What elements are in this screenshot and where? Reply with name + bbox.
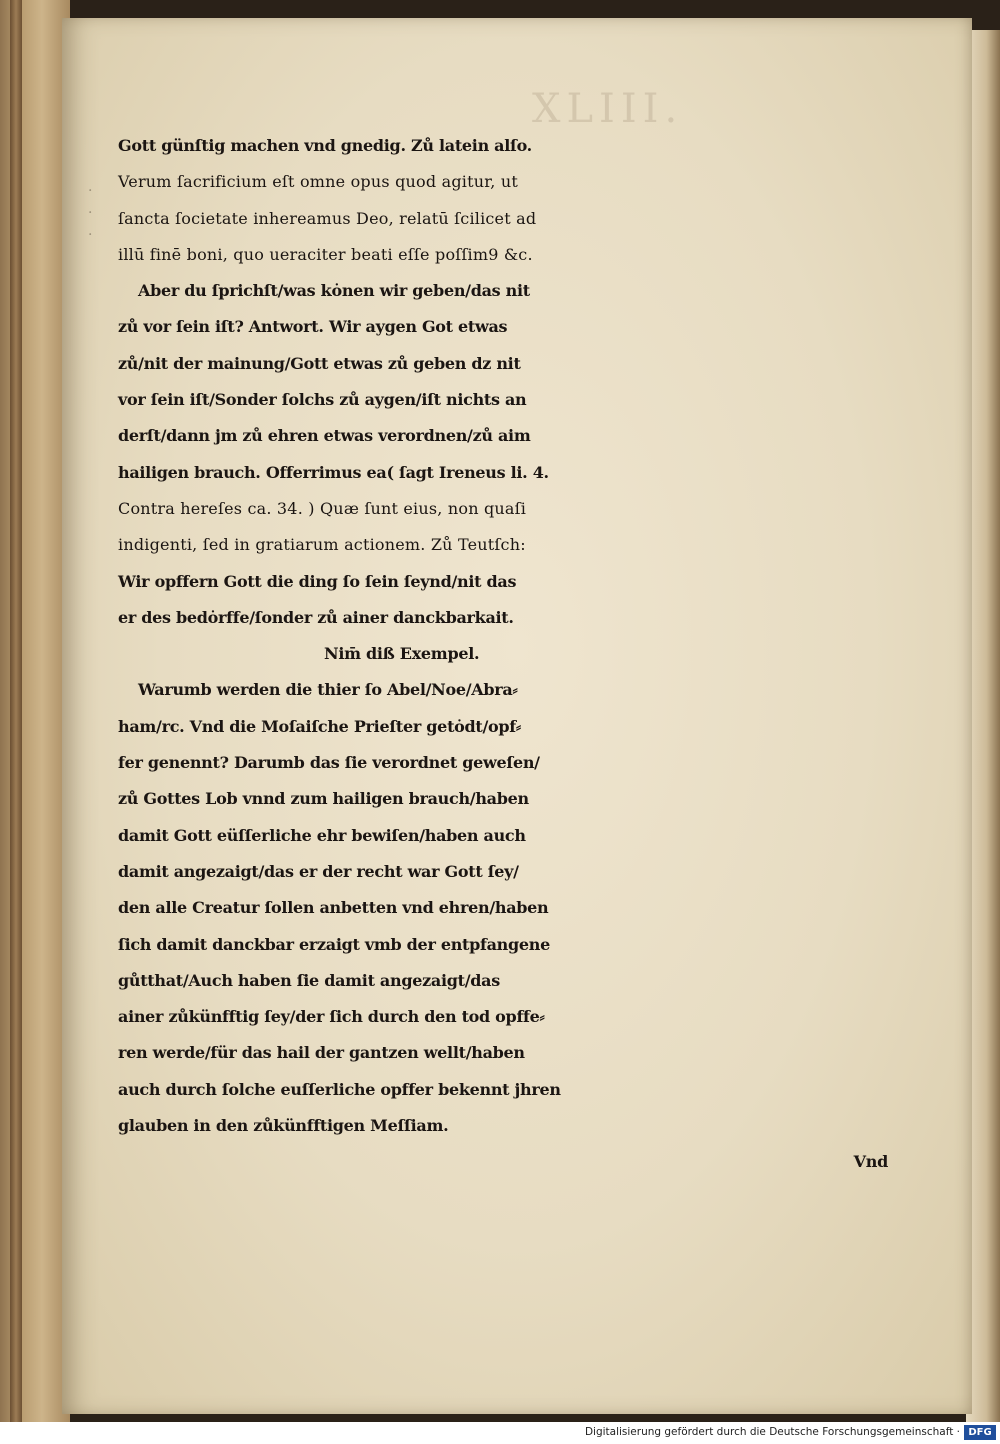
margin-specks: · · ·	[88, 183, 93, 243]
page-number: XLIII.	[532, 86, 684, 132]
text-line: zů/nit der mainung/Gott etwas zů geben dz nit	[118, 353, 521, 373]
text-line: gůtthat/Auch haben ſie damit angezaigt/das	[118, 970, 500, 990]
text-line: ſancta ſocietate inhereamus Deo, relatū ſcilicet ad	[118, 208, 537, 228]
text-line: glauben in den zůkünfftigen Meſſiam.	[118, 1116, 449, 1136]
text-line: zů Gottes Lob vnnd zum hailigen brauch/haben	[118, 789, 529, 809]
text-line: Contra hereſes ca. 34. ) Quæ ſunt eius, non quaſi	[118, 498, 527, 518]
funding-credit: Digitalisierung gefördert durch die Deutsche Forschungsgemeinschaft ·	[584, 1426, 960, 1438]
text-line: Nim̄ diß Exempel.	[324, 644, 480, 664]
text-line: vor ſein iſt/Sonder ſolchs zů aygen/iſt nichts an	[118, 390, 527, 410]
text-line: ainer zůkünfftig ſey/der ſich durch den tod opffe⸗	[118, 1007, 545, 1027]
text-line: ham/rc. Vnd die Moſaiſche Prieſter getȯdt/opf⸗	[118, 716, 521, 736]
text-line: er des bedȯrffe/ſonder zů ainer danckbarkait.	[118, 607, 514, 627]
text-line: damit angezaigt/das er der recht war Gott ſey/	[118, 861, 519, 881]
page-text	[118, 128, 918, 1181]
text-line: Verum ſacrificium eſt omne opus quod agitur, ut	[118, 172, 519, 192]
text-line: hailigen brauch. Offerrimus ea( ſagt Ireneus li. 4.	[118, 462, 549, 482]
text-line: zů vor ſein iſt? Antwort. Wir aygen Got etwas	[118, 317, 508, 337]
text-line: ren werde/für das hail der gantzen wellt/haben	[118, 1043, 525, 1063]
text-line: Aber du ſprichſt/was kȯnen wir geben/das nit	[138, 281, 530, 301]
dfg-logo: DFG	[964, 1425, 996, 1440]
text-line: derſt/dann jm zů ehren etwas verordnen/zů aim	[118, 426, 531, 446]
text-line: fer genennt? Darumb das ſie verordnet geweſen/	[118, 753, 540, 773]
text-line: den alle Creatur ſollen anbetten vnd ehren/haben	[118, 898, 549, 918]
book-spine	[10, 0, 22, 1422]
footer-bar	[0, 1422, 1000, 1444]
text-line: auch durch ſolche euſſerliche opffer bekennt jhren	[118, 1079, 561, 1099]
text-line: illū finē boni, quo ueraciter beati eſſe poſſim9 &c.	[118, 244, 533, 264]
catchword: Vnd	[853, 1152, 888, 1172]
text-line: Wir opffern Gott die ding ſo ſein ſeynd/nit das	[118, 571, 517, 591]
text-line: damit Gott eüſſerliche ehr bewiſen/haben auch	[118, 825, 526, 845]
text-line: Gott günſtig machen vnd gnedig. Zů latein alſo.	[118, 136, 532, 155]
text-line: Warumb werden die thier ſo Abel/Noe/Abra⸗	[138, 680, 518, 700]
text-line: indigenti, ſed in gratiarum actionem. Zů Teutſch:	[118, 535, 526, 555]
text-line: ſich damit danckbar erzaigt vmb der entpfangene	[118, 934, 550, 954]
